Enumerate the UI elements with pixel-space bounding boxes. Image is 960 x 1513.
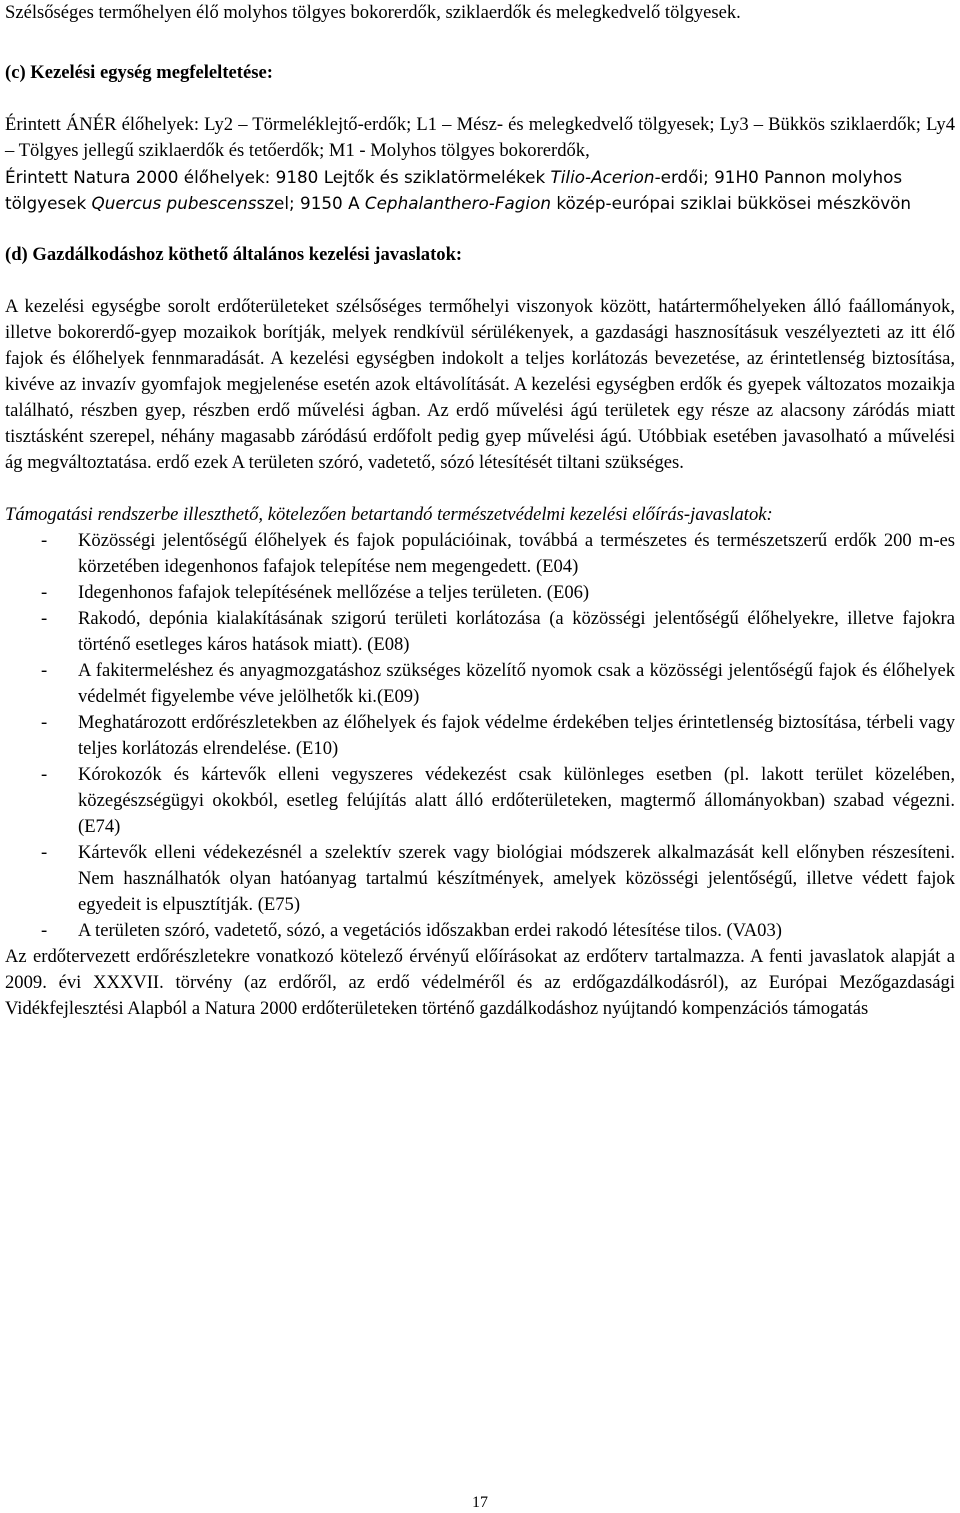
list-item: - Meghatározott erdőrészletekben az élőhelyek és fajok védelme érdekében teljes érintetlenség biztosítása, térbeli vagy teljes korlátozás elrendelése. (E10) <box>41 712 955 759</box>
section-c-heading: (c) Kezelési egység megfeleltetése: <box>5 62 273 83</box>
list-item: - Rakodó, depónia kialakításának szigorú területi korlátozása (a közösségi jelentőségű élőhelyekre, illetve fajokra történő esetleges káros hatások miatt). (E08) <box>41 608 955 655</box>
natura-habitats-line: Érintett Natura 2000 élőhelyek: 9180 Lejtők és sziklatörmelékek Tilio-Acerion-erdői; 91H0 Pannon molyhos tölgyesek Quercus pubescensszel; 9150 A Cephalanthero-Fagion közép-európai sziklai bükkösei mészkövön <box>5 167 912 213</box>
aner-habitats-line: Érintett ÁNÉR élőhelyek: Ly2 – Törmeléklejtő-erdők; L1 – Mész- és melegkedvelő tölgyesek; Ly3 – Bükkös sziklaerdők; Ly4 – Tölgyes jellegű sziklaerdők és tetőerdők; M1 - Molyhos tölgyes bokorerdők, <box>5 114 955 161</box>
document-page <box>5 0 955 1022</box>
management-paragraph: A kezelési egységbe sorolt erdőterületeket szélsőséges termőhelyi viszonyok között, határtermőhelyeken álló faállományok, illetve bokorerdő-gyep mozaikok borítják, melyek rendkívül sérülékenyek, a gazdasági hasznosításuk veszélyezteti az itt élő fajok és élőhelyek fennmaradását. A kezelési egységben indokolt a teljes korlátozás bevezetése, az érintetlenség biztosítása, kivéve az invazív gyomfajok megjelenése esetén azok eltávolítását. A kezelési egységben erdők és gyepek változatos mozaikja található, részben gyep, részben erdő művelési ágban. Az erdő művelési ágú területek egy része az alacsony záródás miatt tisztásként szerepel, néhány magasabb záródású erdőfolt pedig gyep művelési ágú. Utóbbiak esetében javasolható a művelési ág megváltoztatása. erdő ezek A területen szóró, vadetető, sózó létesítését tiltani szükséges. <box>5 296 955 473</box>
prescription-list <box>5 528 955 944</box>
closing-paragraph: Az erdőtervezett erdőrészletekre vonatkozó kötelező érvényű előírásokat az erdőterv tartalmazza. A fenti javaslatok alapját a 2009. évi XXXVII. törvény (az erdőről, az erdő védelméről és az erdőgazdálkodásról), az Európai Mezőgazdasági Vidékfejlesztési Alapból a Natura 2000 erdőterületeken történő gazdálkodáshoz nyújtandó kompenzációs támogatás <box>5 946 955 1019</box>
section-d-heading: (d) Gazdálkodáshoz köthető általános kezelési javaslatok: <box>5 244 463 265</box>
list-item: - Közösségi jelentőségű élőhelyek és fajok populációinak, továbbá a természetes és természetszerű erdők 200 m-es körzetében idegenhonos fafajok telepítése nem megengedett. (E04) <box>41 530 955 577</box>
list-item: - A fakitermeléshez és anyagmozgatáshoz szükséges közelítő nyomok csak a közösségi jelentőségű fajok és élőhelyek védelmét figyelembe véve jelölhetők ki.(E09) <box>41 660 955 707</box>
support-heading: Támogatási rendszerbe illeszthető, kötelezően betartandó természetvédelmi kezelési előírás-javaslatok: <box>5 504 773 525</box>
intro-paragraph: Szélsőséges termőhelyen élő molyhos tölgyes bokorerdők, sziklaerdők és melegkedvelő tölgyesek. <box>5 2 741 23</box>
list-item: - A területen szóró, vadetető, sózó, a vegetációs időszakban erdei rakodó létesítése tilos. (VA03) <box>41 920 782 941</box>
page-number: 17 <box>472 1494 488 1511</box>
list-item: - Kártevők elleni védekezésnél a szelektív szerek vagy biológiai módszerek alkalmazását kell előnyben részesíteni. Nem használhatók olyan hatóanyag tartalmú készítmények, amelyek közösségi jelentőségű, illetve védett fajok egyedeit is elpusztítják. (E75) <box>41 842 955 915</box>
list-item: - Kórokozók és kártevők elleni vegyszeres védekezést csak különleges esetben (pl. lakott terület közelében, közegészségügyi okokból, esetleg felújítás alatt álló erdőterületeken, magtermő állományokban) szabad végezni. (E74) <box>41 764 955 837</box>
list-item: - Idegenhonos fafajok telepítésének mellőzése a teljes területen. (E06) <box>41 582 590 603</box>
